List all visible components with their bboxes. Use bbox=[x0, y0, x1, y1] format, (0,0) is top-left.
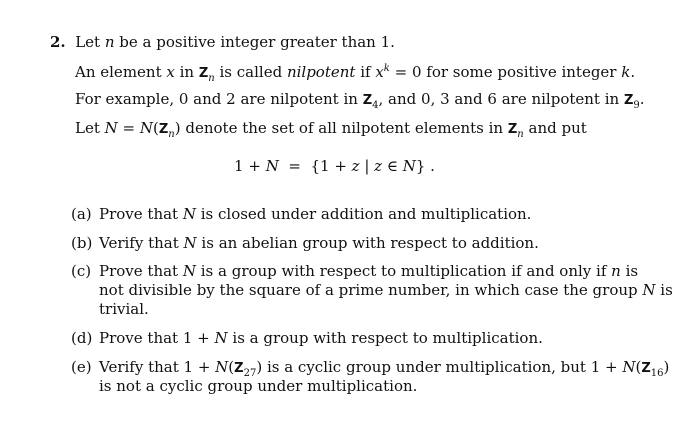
part-e-label: (e) bbox=[71, 358, 92, 376]
part-c-cont-2: trivial. bbox=[99, 300, 149, 318]
part-e: (e) Verify that $1 + N(Z_{27})$ is a cyclic group under multiplication, but $1 + N(Z_{16})$ bbox=[71, 358, 670, 379]
part-b-label: (b) bbox=[71, 234, 93, 252]
problem-intro: Let n be a positive integer greater than 1. bbox=[70, 33, 395, 51]
part-d: (d) Prove that 1 + N is a group with respect to multiplication. bbox=[71, 329, 543, 347]
part-a: (a) Prove that N is closed under addition and multiplication. bbox=[71, 205, 532, 223]
part-c-cont-1: not divisible by the square of a prime number, in which case the group N is bbox=[99, 281, 673, 299]
part-d-label: (d) bbox=[71, 329, 93, 347]
example-line: For example, 0 and 2 are nilpotent in $Z_4$, and 0, 3 and 6 are nilpotent in $Z_9$. bbox=[75, 90, 645, 111]
problem-intro-line bbox=[50, 33, 395, 51]
part-c: (c) Prove that N is a group with respect to multiplication if and only if n is bbox=[71, 262, 639, 280]
display-formula: 1 + N = {1 + z | z ∈ N} . bbox=[234, 157, 435, 175]
part-c-label: (c) bbox=[71, 262, 92, 280]
part-e-cont: is not a cyclic group under multiplication. bbox=[99, 377, 418, 395]
definition-line: An element x in $Z_n$ is called nilpotent if $x^k = 0$ for some positive integer k. bbox=[75, 63, 636, 84]
part-a-label: (a) bbox=[71, 205, 92, 223]
part-b: (b) Verify that N is an abelian group with respect to addition. bbox=[71, 234, 539, 252]
notation-line: Let $N = N(Z_n)$ denote the set of all nilpotent elements in $Z_n$ and put bbox=[75, 119, 587, 140]
problem-number: 2. bbox=[50, 33, 66, 51]
